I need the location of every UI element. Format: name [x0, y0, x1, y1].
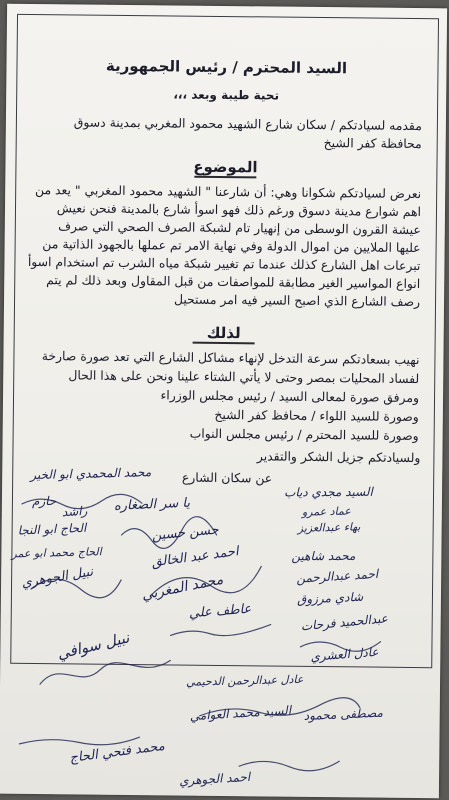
signature: عاطف علي: [188, 601, 252, 622]
signature-scribbles: [0, 474, 442, 799]
greeting: تحية طيبة وبعد ،،،: [173, 87, 280, 103]
document-page: [0, 4, 447, 799]
signature: يا سر الصغاره: [113, 495, 191, 514]
signature: محمد فتحي الحاج: [68, 738, 166, 767]
signature: عماد عمرو: [301, 504, 351, 519]
signature: السيد مجدي دياب: [284, 484, 373, 500]
request-heading: لذلك: [4, 322, 444, 346]
signature: الحاج ابو النجا: [17, 520, 87, 538]
request-line: وصورة للسيد اللواء / محافظ كفر الشيخ: [214, 406, 419, 425]
signature: الحاج محمد ابو عمر: [11, 545, 102, 561]
subject-line: عيشة القرون الوسطى من إنهيار تام لشبكة الصرف الصحي التي صرف: [58, 218, 421, 238]
request-line: لفساد المحليات بمصر وحتى لا يأتي الشتاء علينا ونحن على هذا الحال: [68, 367, 420, 387]
signature: شادي مرزوق: [296, 589, 364, 607]
intro-line: مقدمه لسيادتكم / سكان شارع الشهيد محمود المغربي بمدينة دسوق: [73, 114, 422, 134]
signature: بهاء عبدالعزيز: [297, 520, 361, 535]
signature: احمد عبد الخالق: [150, 544, 240, 571]
signature: احمد عبدالرحمن: [295, 566, 379, 586]
signature: عبدالحميد فرحات: [300, 611, 389, 634]
subject-line: انواع المواسير الغير مطابقة للمواصفات من قبل المقاول وبعد ذلك لم يتم: [46, 272, 421, 292]
subject-heading: الموضوع: [5, 156, 445, 180]
closing-line: ولسيادتكم جزيل الشكر والتقدير: [256, 448, 421, 466]
signature: السيد محمد العوامي: [189, 703, 292, 724]
signed-by-label: عن سكان الشارع: [181, 469, 273, 486]
salutation: السيد المحترم / رئيس الجمهورية: [105, 56, 348, 78]
subject-line: تبرعات اهل الشارع كذلك عندما تم تغيير شبكة مياه الشرب تم استخدام اسوأ: [27, 253, 421, 274]
signature: محمد المغربي: [140, 571, 225, 604]
subject-line: رصف الشارع الذي اصبح السير فيه امر مستحيل: [173, 291, 421, 310]
subject-line: عليها الملايين من اموال الدولة وفي نهاية الامر تم عملها بالجهود الذاتية من: [42, 236, 421, 256]
signature: حسن حسين: [151, 522, 220, 544]
signature: نبيل سوافي: [55, 628, 132, 663]
signature: مصطفى محمود: [303, 705, 384, 723]
signature: راشد: [61, 503, 88, 520]
subject-line: نعرض لسيادتكم شكوانا وهي: أن شارعنا " الشهيد محمود المغربي " يعد من: [35, 182, 422, 202]
signature: عادل العشري: [309, 644, 379, 664]
signature: نبيل الجوهري: [20, 564, 95, 592]
signature: عادل عبدالرحمن الدحيمي: [185, 672, 304, 689]
intro-line: محافظة كفر الشيخ: [323, 135, 422, 152]
signature: محمد المحمدي ابو الخير: [30, 465, 152, 483]
request-line: ومرفق صورة لمعالى السيد / رئيس مجلس الوزراء: [160, 387, 420, 406]
signature: محمد شاهين: [291, 548, 356, 564]
request-line: نهيب بسعادتكم سرعة التدخل لإنهاء مشاكل الشارع التي تعد صورة صارخة: [41, 348, 420, 368]
signature: احمد الجوهري: [178, 769, 251, 789]
request-line: وصورة للسيد المحترم / رئيس مجلس النواب: [189, 425, 419, 444]
subject-line: اهم شوارع مدينة دسوق ورغم ذلك فهو اسوأ شارع بالمدينة فنحن نعيش: [56, 200, 422, 220]
signature: حازم: [31, 493, 57, 509]
